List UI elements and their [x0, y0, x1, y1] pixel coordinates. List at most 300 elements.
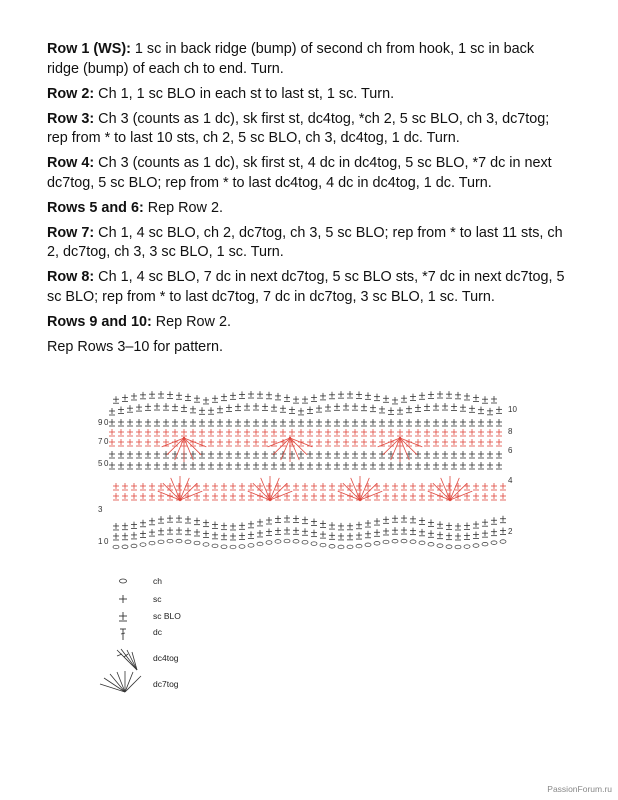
chain-symbol: [410, 540, 416, 544]
sc-symbol: [325, 462, 331, 469]
sc-symbol: [473, 493, 479, 500]
sc-symbol: [370, 451, 376, 458]
sc-symbol: [163, 451, 169, 458]
sc-symbol: [217, 439, 223, 446]
row-7-instruction: Row 7: Ch 1, 4 sc BLO, ch 2, dc7tog, ch 3, 5 sc BLO; rep from * to last 11 sts, ch 2, dc7tog, ch 3, 3 sc BLO, 1 sc. Turn.: [47, 224, 563, 260]
sc-symbol: [455, 533, 461, 540]
sc-symbol: [329, 522, 335, 529]
sc-symbol: [415, 451, 421, 458]
sc-symbol: [424, 451, 430, 458]
sc-symbol: [379, 462, 385, 469]
chain-symbol: [167, 539, 173, 543]
sc-symbol: [212, 532, 218, 539]
repeat-instruction: Rep Rows 3–10 for pattern.: [47, 338, 223, 355]
sc-symbol: [406, 429, 412, 436]
sc-symbol: [478, 407, 484, 414]
sc-symbol: [235, 451, 241, 458]
sc-symbol: [230, 392, 236, 399]
sc-symbol: [118, 407, 124, 414]
sc-symbol: [307, 462, 313, 469]
sc-symbol: [437, 521, 443, 528]
sc-symbol: [172, 462, 178, 469]
sc-symbol: [379, 451, 385, 458]
sc-symbol: [118, 451, 124, 458]
sc-symbol: [437, 391, 443, 398]
sc-symbol: [397, 462, 403, 469]
sc-symbol: [253, 451, 259, 458]
chain-symbol: [122, 545, 128, 549]
sc-symbol: [334, 462, 340, 469]
sc-symbol: [118, 429, 124, 436]
sc-symbol: [320, 520, 326, 527]
sc-symbol: [442, 451, 448, 458]
sc-symbol: [266, 392, 272, 399]
sc-symbol: [356, 483, 362, 490]
sc-symbol: [455, 523, 461, 530]
chain-symbol: [185, 540, 191, 544]
sc-symbol: [442, 429, 448, 436]
sc-symbol: [118, 419, 124, 426]
row-label-8: 8: [508, 427, 513, 436]
sc-symbol: [419, 529, 425, 536]
sc-symbol: [311, 493, 317, 500]
row-8-instruction: Row 8: Ch 1, 4 sc BLO, 7 dc in next dc7tog, 5 sc BLO sts, *7 dc in next dc7tog, 5 sc BLO; rep from * to last dc7tog, 7 dc in dc7tog, 3 sc BLO, 1 sc. Turn.: [47, 269, 565, 305]
sc-symbol: [230, 483, 236, 490]
sc-symbol: [334, 403, 340, 410]
sc-symbol: [302, 483, 308, 490]
sc-symbol: [280, 429, 286, 436]
sc-symbol: [118, 462, 124, 469]
sc-symbol: [352, 439, 358, 446]
sc-symbol: [172, 419, 178, 426]
sc-symbol: [217, 429, 223, 436]
sc-symbol: [289, 407, 295, 414]
sc-symbol: [212, 493, 218, 500]
sc-symbol: [487, 429, 493, 436]
sc-symbol: [181, 419, 187, 426]
sc-symbol: [127, 439, 133, 446]
sc-symbol: [329, 532, 335, 539]
sc-symbol: [388, 419, 394, 426]
sc-symbol: [500, 528, 506, 535]
sc-symbol: [316, 429, 322, 436]
sc-symbol: [158, 483, 164, 490]
sc-symbol: [145, 419, 151, 426]
sc-symbol: [199, 451, 205, 458]
sc-symbol: [154, 403, 160, 410]
sc-symbol: [226, 405, 232, 412]
sc-symbol: [239, 493, 245, 500]
sc-symbol: [230, 533, 236, 540]
sc-symbol: [199, 429, 205, 436]
sc-symbol: [136, 462, 142, 469]
sc-symbol: [275, 516, 281, 523]
sc-symbol: [185, 516, 191, 523]
sc-symbol: [275, 393, 281, 400]
sc-symbol: [433, 451, 439, 458]
sc-symbol: [140, 483, 146, 490]
sc-symbol: [154, 451, 160, 458]
sc-symbol: [284, 483, 290, 490]
sc-symbol: [356, 391, 362, 398]
chain-symbol: [194, 541, 200, 545]
sc-symbol: [352, 451, 358, 458]
sc-symbol: [361, 404, 367, 411]
sc-symbol: [325, 429, 331, 436]
sc-symbol: [271, 419, 277, 426]
sc-symbol: [181, 405, 187, 412]
chain-symbol: [257, 542, 263, 546]
sc-symbol: [392, 397, 398, 404]
sc-symbol: [235, 419, 241, 426]
sc-symbol: [478, 429, 484, 436]
sc-symbol: [374, 483, 380, 490]
sc-symbol: [410, 528, 416, 535]
sc-symbol: [469, 462, 475, 469]
sc-symbol: [406, 419, 412, 426]
symbol-legend: [95, 572, 295, 707]
sc-symbol: [262, 439, 268, 446]
crochet-chart: [90, 378, 530, 556]
chain-symbol: [212, 544, 218, 548]
sc-symbol: [145, 462, 151, 469]
sc-symbol: [311, 483, 317, 490]
sc-symbol: [464, 483, 470, 490]
sc-symbol: [266, 529, 272, 536]
sc-symbol: [415, 419, 421, 426]
sc-symbol: [383, 493, 389, 500]
sc-symbol: [271, 429, 277, 436]
sc-symbol: [113, 493, 119, 500]
sc-symbol: [428, 519, 434, 526]
sc-symbol: [154, 429, 160, 436]
sc-symbol: [325, 419, 331, 426]
sc-symbol: [127, 419, 133, 426]
chain-symbol: [428, 542, 434, 546]
sc-symbol: [428, 483, 434, 490]
sc-symbol: [257, 519, 263, 526]
sc-symbol: [347, 523, 353, 530]
sc-symbol: [203, 483, 209, 490]
legend-label-dc4tog: dc4tog: [153, 653, 179, 663]
sc-symbol: [226, 429, 232, 436]
sc-symbol: [487, 439, 493, 446]
sc-symbol: [235, 404, 241, 411]
sc-symbol: [253, 403, 259, 410]
sc-symbol: [356, 532, 362, 539]
pattern-instructions: [47, 40, 567, 363]
chain-symbol: [320, 543, 326, 547]
sc-symbol: [118, 439, 124, 446]
sc-symbol: [203, 493, 209, 500]
sc-symbol: [361, 462, 367, 469]
sc-symbol: [140, 493, 146, 500]
sc-symbol: [451, 403, 457, 410]
fan-center: [289, 437, 291, 439]
sc-symbol: [190, 462, 196, 469]
sc-symbol: [167, 515, 173, 522]
sc-symbol: [446, 483, 452, 490]
row-3-instruction: Row 3: Ch 3 (counts as 1 dc), sk first st, dc4tog, *ch 2, 5 sc BLO, ch 3, dc7tog; rep from * to last 10 sts, ch 2, 5 sc BLO, ch 3, dc4tog, 1 dc. Turn.: [47, 110, 550, 146]
sc-symbol: [154, 419, 160, 426]
sc-symbol: [127, 405, 133, 412]
sc-symbol: [442, 439, 448, 446]
chain-symbol: [158, 540, 164, 544]
sc-symbol: [244, 451, 250, 458]
sc-symbol: [262, 429, 268, 436]
sc-symbol: [167, 483, 173, 490]
sc-symbol: [262, 462, 268, 469]
sc-symbol: [275, 527, 281, 534]
dc-icon: [120, 629, 126, 640]
sc-symbol: [320, 483, 326, 490]
sc-symbol: [469, 439, 475, 446]
sc-symbol: [370, 405, 376, 412]
sc-symbol: [230, 493, 236, 500]
row-label-5: 5: [98, 459, 103, 468]
sc-symbol: [451, 462, 457, 469]
sc-symbol: [325, 439, 331, 446]
chain-symbol: [356, 544, 362, 548]
sc-symbol: [136, 419, 142, 426]
chain-symbol: [176, 539, 182, 543]
sc-symbol: [410, 483, 416, 490]
sc-symbol: [433, 439, 439, 446]
sc-symbol: [374, 518, 380, 525]
sc-symbol: [424, 439, 430, 446]
sc-symbol: [473, 521, 479, 528]
sc-symbol: [163, 429, 169, 436]
sc-symbol: [226, 462, 232, 469]
sc-symbol: [284, 527, 290, 534]
sc-symbol: [383, 516, 389, 523]
sc-symbol: [379, 419, 385, 426]
sc-symbol: [419, 483, 425, 490]
sc-symbol: [311, 530, 317, 537]
sc-symbol: [361, 429, 367, 436]
sc-symbol: [154, 439, 160, 446]
chain-symbol: [365, 543, 371, 547]
sc-symbol: [370, 419, 376, 426]
sc-symbol: [496, 439, 502, 446]
sc-symbol: [460, 404, 466, 411]
sc-symbol: [140, 531, 146, 538]
sc-symbol: [347, 483, 353, 490]
sc-symbol: [298, 419, 304, 426]
chain-symbol: [491, 541, 497, 545]
sc-symbol: [176, 392, 182, 399]
sc-symbol: [226, 419, 232, 426]
sc-symbol: [122, 493, 128, 500]
sc-symbol: [460, 451, 466, 458]
sc-symbol: [334, 451, 340, 458]
sc-symbol: [352, 419, 358, 426]
sc-symbol: [307, 419, 313, 426]
sc-symbol: [433, 419, 439, 426]
sc-symbol: [370, 439, 376, 446]
chain-symbol: [248, 544, 254, 548]
sc-symbol: [298, 429, 304, 436]
sc-symbol: [383, 395, 389, 402]
sc-symbol: [343, 429, 349, 436]
row-label-7: 7: [98, 437, 103, 446]
sc-symbol: [392, 483, 398, 490]
sc-symbol: [347, 533, 353, 540]
chain-symbol: [266, 541, 272, 545]
chain-symbol: [284, 539, 290, 543]
sc-symbol: [365, 392, 371, 399]
sc-symbol: [352, 429, 358, 436]
sc-symbol: [307, 429, 313, 436]
sc-symbol: [235, 439, 241, 446]
sc-symbol: [496, 406, 502, 413]
sc-symbol: [113, 483, 119, 490]
sc-symbol: [136, 451, 142, 458]
sc-symbol: [230, 523, 236, 530]
sc-symbol: [397, 419, 403, 426]
sc-symbol: [379, 439, 385, 446]
sc-symbol: [194, 518, 200, 525]
sc-symbol: [293, 396, 299, 403]
chain-symbol: [347, 545, 353, 549]
sc-symbol: [257, 483, 263, 490]
sc-symbol: [392, 493, 398, 500]
chain-symbol: [374, 541, 380, 545]
sc-symbol: [478, 451, 484, 458]
sc-symbol: [446, 523, 452, 530]
sc-symbol: [329, 483, 335, 490]
row-label-10: 10: [508, 405, 517, 414]
sc-symbol: [415, 405, 421, 412]
sc-symbol: [248, 483, 254, 490]
sc-symbol: [361, 439, 367, 446]
rows-9-10-instruction: Rows 9 and 10: Rep Row 2.: [47, 313, 231, 330]
sc-symbol: [397, 429, 403, 436]
sc-symbol: [199, 462, 205, 469]
sc-symbol: [257, 391, 263, 398]
sc-symbol: [109, 439, 115, 446]
sc-symbol: [109, 451, 115, 458]
row-2-instruction: Row 2: Ch 1, 1 sc BLO in each st to last st, 1 sc. Turn.: [47, 85, 395, 102]
sc-symbol: [172, 404, 178, 411]
sc-symbol: [127, 451, 133, 458]
sc-symbol: [401, 493, 407, 500]
sc-symbol: [163, 419, 169, 426]
sc-symbol: [212, 521, 218, 528]
sc-symbol: [149, 493, 155, 500]
legend-label-sc-blo: sc BLO: [153, 611, 181, 621]
sc-symbol: [113, 523, 119, 530]
sc-symbol: [464, 533, 470, 540]
chain-symbol: [311, 542, 317, 546]
sc-symbol: [203, 397, 209, 404]
sc-symbol: [428, 530, 434, 537]
sc-symbol: [203, 530, 209, 537]
row-label-9-zero: 0: [104, 418, 109, 427]
sc-symbol: [401, 395, 407, 402]
sc-symbol: [361, 419, 367, 426]
sc-symbol: [266, 483, 272, 490]
sc-symbol: [343, 403, 349, 410]
sc-symbol: [401, 515, 407, 522]
legend-label-dc7tog: dc7tog: [153, 679, 179, 689]
sc-symbol: [298, 462, 304, 469]
sc-symbol: [149, 391, 155, 398]
sc-symbol: [451, 429, 457, 436]
sc-symbol: [437, 483, 443, 490]
sc-symbol: [464, 393, 470, 400]
sc-symbol: [365, 520, 371, 527]
sc-symbol: [136, 439, 142, 446]
sc-symbol: [487, 462, 493, 469]
sc-symbol: [181, 429, 187, 436]
sc-symbol: [451, 451, 457, 458]
sc-symbol: [487, 451, 493, 458]
sc-symbol: [298, 451, 304, 458]
sc-symbol: [208, 407, 214, 414]
chain-symbol: [437, 544, 443, 548]
chain-symbol: [140, 543, 146, 547]
sc-symbol: [122, 533, 128, 540]
sc-symbol: [334, 439, 340, 446]
chain-symbol: [239, 545, 245, 549]
row-label-3: 3: [98, 505, 103, 514]
sc-symbol: [442, 403, 448, 410]
sc-symbol: [131, 483, 137, 490]
sc-symbol: [320, 531, 326, 538]
sc-symbol: [113, 396, 119, 403]
sc-symbol: [392, 515, 398, 522]
sc-symbol: [397, 407, 403, 414]
sc-symbol: [311, 519, 317, 526]
sc-symbol: [478, 419, 484, 426]
sc-symbol: [379, 406, 385, 413]
sc-symbol: [500, 516, 506, 523]
sc-symbol: [217, 419, 223, 426]
sc-symbol: [158, 528, 164, 535]
sc-symbol: [190, 419, 196, 426]
fan-center: [399, 437, 401, 439]
sc-symbol: [140, 520, 146, 527]
sc-symbol: [473, 394, 479, 401]
sc-symbol: [136, 404, 142, 411]
row-label-7-zero: 0: [104, 437, 109, 446]
sc-symbol: [473, 532, 479, 539]
sc-symbol: [338, 483, 344, 490]
chain-symbol: [455, 545, 461, 549]
sc-symbol: [154, 462, 160, 469]
sc-symbol: [136, 429, 142, 436]
sc-symbol: [208, 419, 214, 426]
sc-symbol: [370, 429, 376, 436]
sc-symbol: [194, 529, 200, 536]
sc-symbol: [464, 522, 470, 529]
sc-symbol: [293, 483, 299, 490]
chain-symbol: [401, 539, 407, 543]
sc-symbol: [122, 483, 128, 490]
row-label-1-zero: 0: [104, 537, 109, 546]
sc-symbol: [442, 419, 448, 426]
sc-symbol: [280, 462, 286, 469]
sc-symbol: [428, 493, 434, 500]
legend-label-ch: ch: [153, 576, 162, 586]
sc-symbol: [244, 403, 250, 410]
sc-symbol: [424, 404, 430, 411]
sc-symbol: [284, 515, 290, 522]
sc-symbol: [280, 405, 286, 412]
sc-symbol: [343, 462, 349, 469]
sc-symbol: [374, 529, 380, 536]
